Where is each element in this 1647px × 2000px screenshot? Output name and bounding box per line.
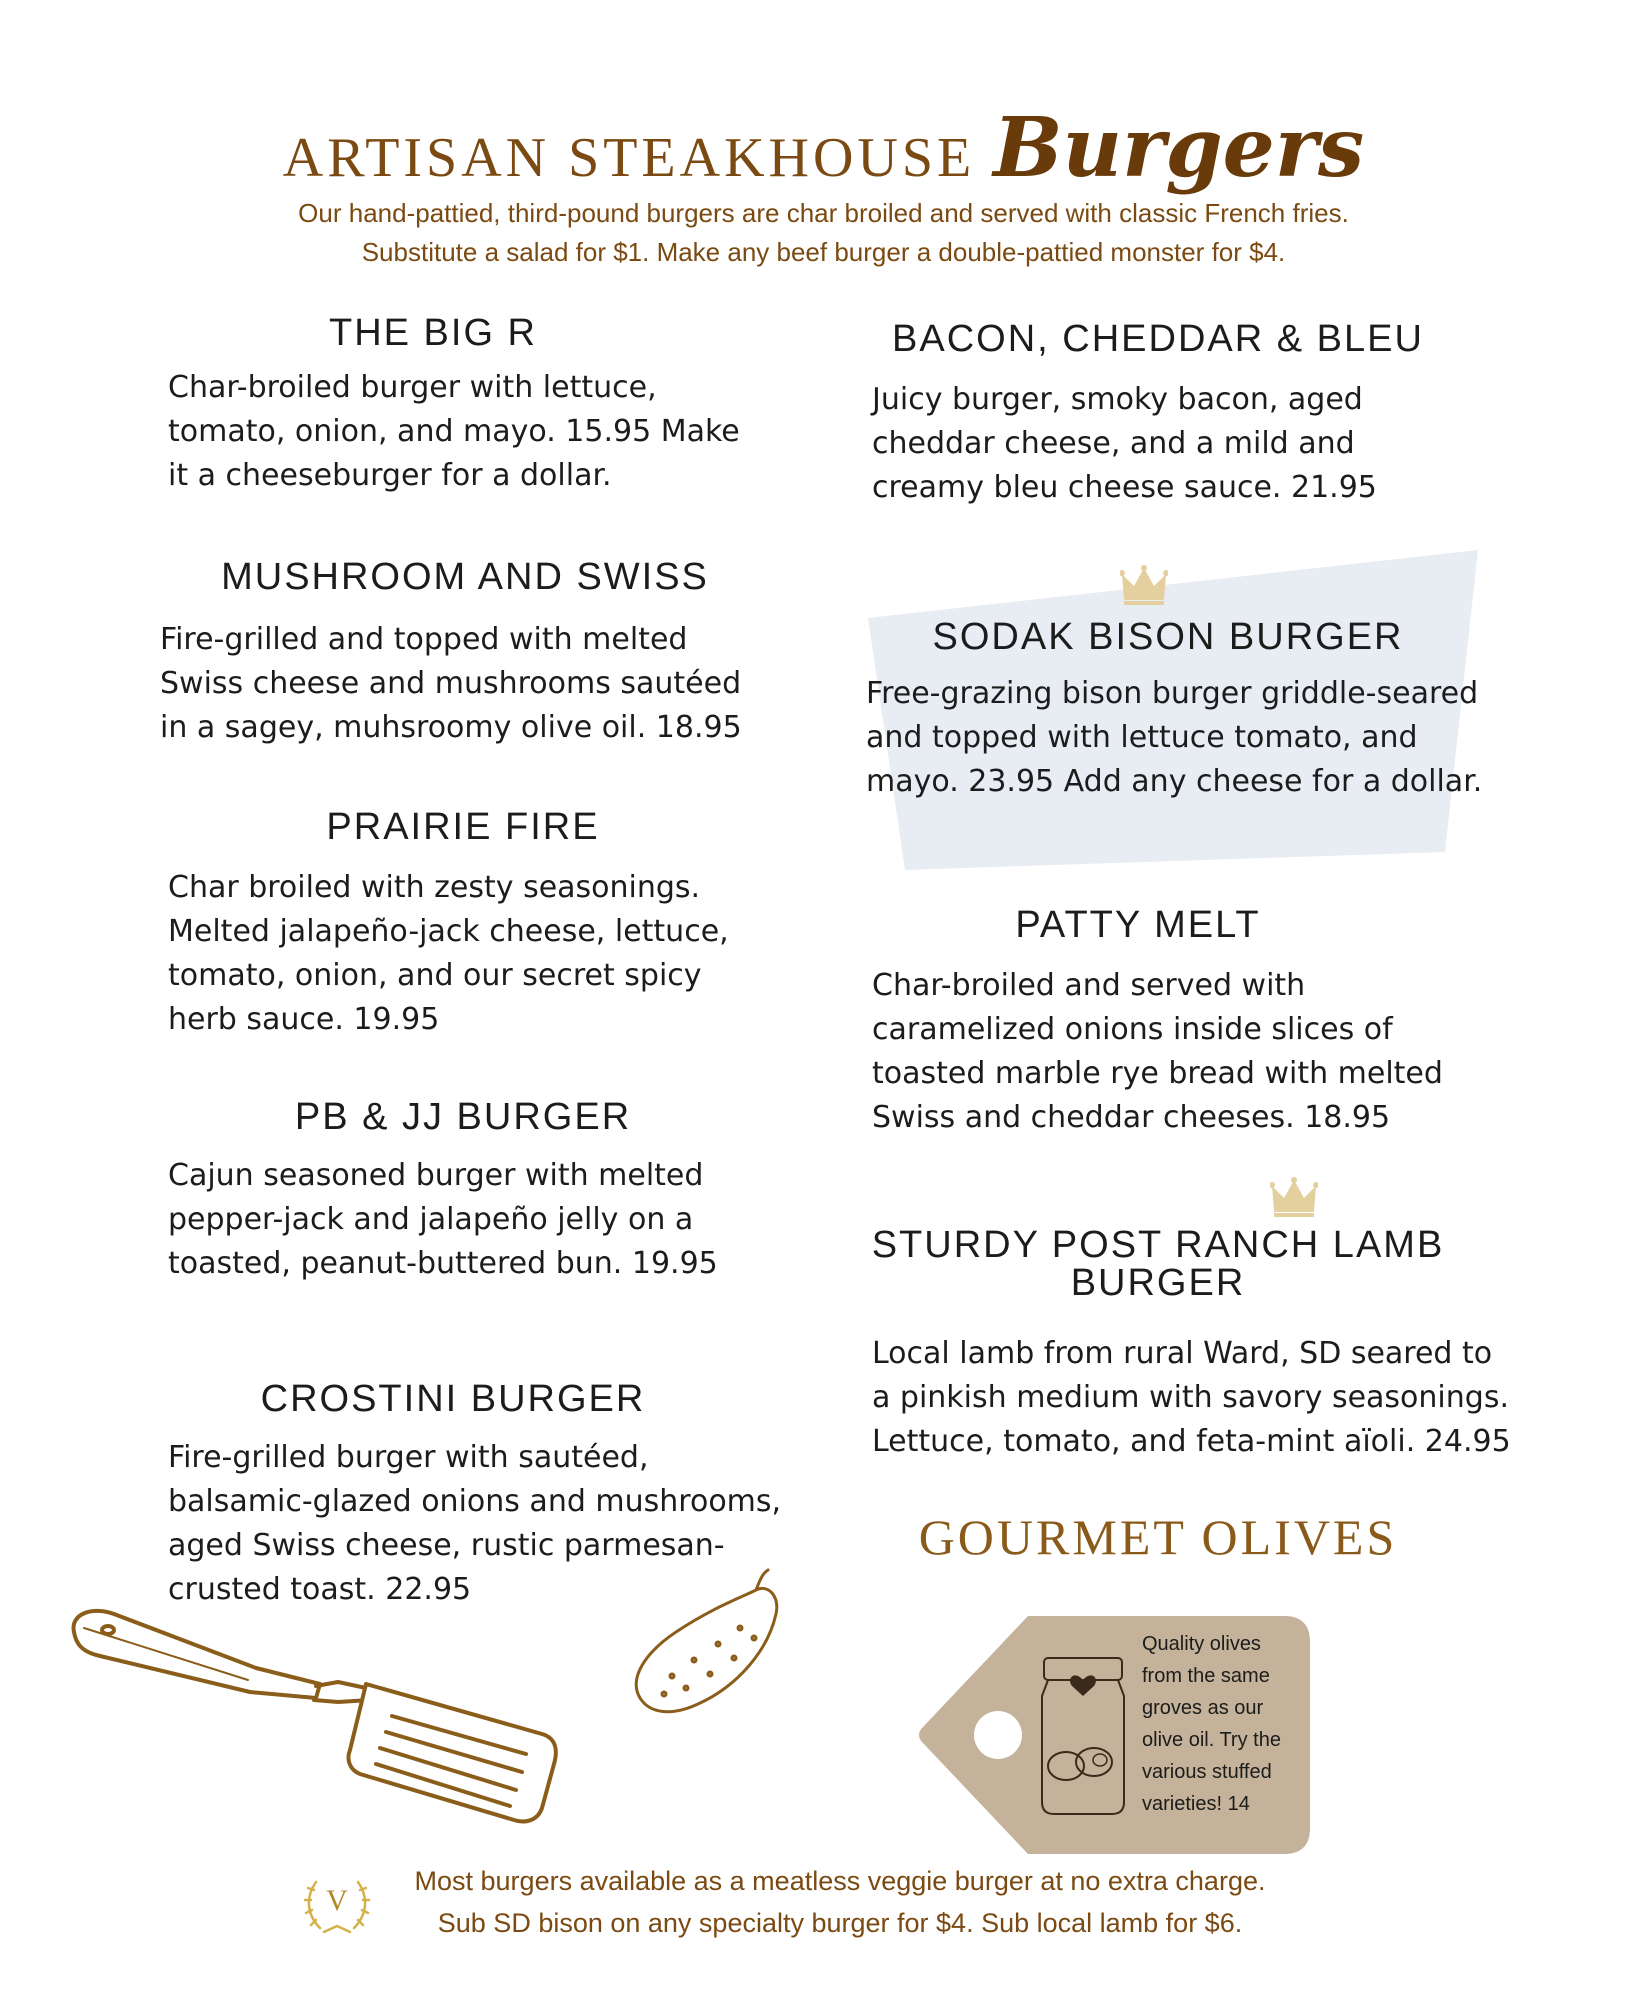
title-script: Burgers [993, 100, 1365, 196]
item-desc-prairie-fire: Char broiled with zesty seasonings. Melted jalapeño-jack cheese, lettuce, tomato, onion, and our secret spicy herb sauce. 19.95 [168, 870, 729, 1037]
item-name-bacon-cheddar-bleu: BACON, CHEDDAR & BLEU [892, 318, 1424, 360]
item-name-pb-jj: PB & JJ BURGER [294, 1096, 632, 1138]
title-main: ARTISAN STEAKHOUSE [282, 127, 976, 189]
item-desc-big-r: Char-broiled burger with lettuce, tomato, onion, and mayo. 15.95 Make it a cheeseburger for a dollar. [168, 370, 740, 493]
item-desc-patty-melt: Char-broiled and served with caramelized onions inside slices of toasted marble rye bread with melted Swiss and cheddar cheeses. 18.95 [872, 968, 1443, 1135]
item-name-lamb-line-2: BURGER [1070, 1262, 1246, 1304]
item-desc-sodak-bison: Free-grazing bison burger griddle-seared and topped with lettuce tomato, and mayo. 23.95 Add any cheese for a dollar. [866, 676, 1483, 799]
item-desc-bacon-cheddar-bleu: Juicy burger, smoky bacon, aged cheddar cheese, and a mild and creamy bleu cheese sauce. 21.95 [872, 382, 1377, 505]
spatula-icon [70, 1604, 570, 1844]
item-name-crostini: CROSTINI BURGER [260, 1378, 646, 1420]
pickle-icon [628, 1566, 788, 1716]
item-desc-mushroom-swiss: Fire-grilled and topped with melted Swiss cheese and mushrooms sautéed in a sagey, muhsroomy olive oil. 18.95 [160, 622, 742, 745]
item-name-big-r: THE BIG R [328, 312, 538, 354]
item-name-prairie-fire: PRAIRIE FIRE [326, 806, 600, 848]
item-desc-lamb: Local lamb from rural Ward, SD seared to a pinkish medium with savory seasonings. Lettuce, tomato, and feta-mint aïoli. 24.95 [872, 1336, 1511, 1459]
olive-tag-text: Quality olives from the same groves as our olive oil. Try the various stuffed varieties! 14 [1142, 1633, 1281, 1815]
crown-icon [1270, 1176, 1318, 1218]
item-name-sodak-bison: SODAK BISON BURGER [932, 616, 1404, 658]
item-name-lamb-line-1: STURDY POST RANCH LAMB [871, 1224, 1445, 1266]
olives-title: GOURMET OLIVES [918, 1509, 1398, 1565]
footer-line-1: Most burgers available as a meatless veggie burger at no extra charge. [414, 1866, 1266, 1896]
item-name-patty-melt: PATTY MELT [1015, 904, 1261, 946]
subtitle-line-1: Our hand-pattied, third-pound burgers are char broiled and served with classic French fries. [298, 198, 1349, 228]
item-name-mushroom-swiss: MUSHROOM AND SWISS [221, 556, 709, 598]
veggie-badge-letter: V [326, 1884, 348, 1917]
subtitle-line-2: Substitute a salad for $1. Make any beef burger a double-pattied monster for $4. [361, 237, 1286, 267]
footer-line-2: Sub SD bison on any specialty burger for $4. Sub local lamb for $6. [437, 1908, 1243, 1938]
item-desc-crostini: Fire-grilled burger with sautéed, balsamic-glazed onions and mushrooms, aged Swiss cheese, rustic parmesan- crusted toast. 22.95 [168, 1440, 782, 1607]
crown-icon [1120, 564, 1168, 606]
olive-jar-icon [1028, 1650, 1138, 1820]
footer-notes [340, 1860, 1340, 1944]
item-desc-pb-jj: Cajun seasoned burger with melted pepper-jack and jalapeño jelly on a toasted, peanut-buttered bun. 19.95 [168, 1158, 718, 1281]
item-name-lamb [868, 1226, 1448, 1302]
